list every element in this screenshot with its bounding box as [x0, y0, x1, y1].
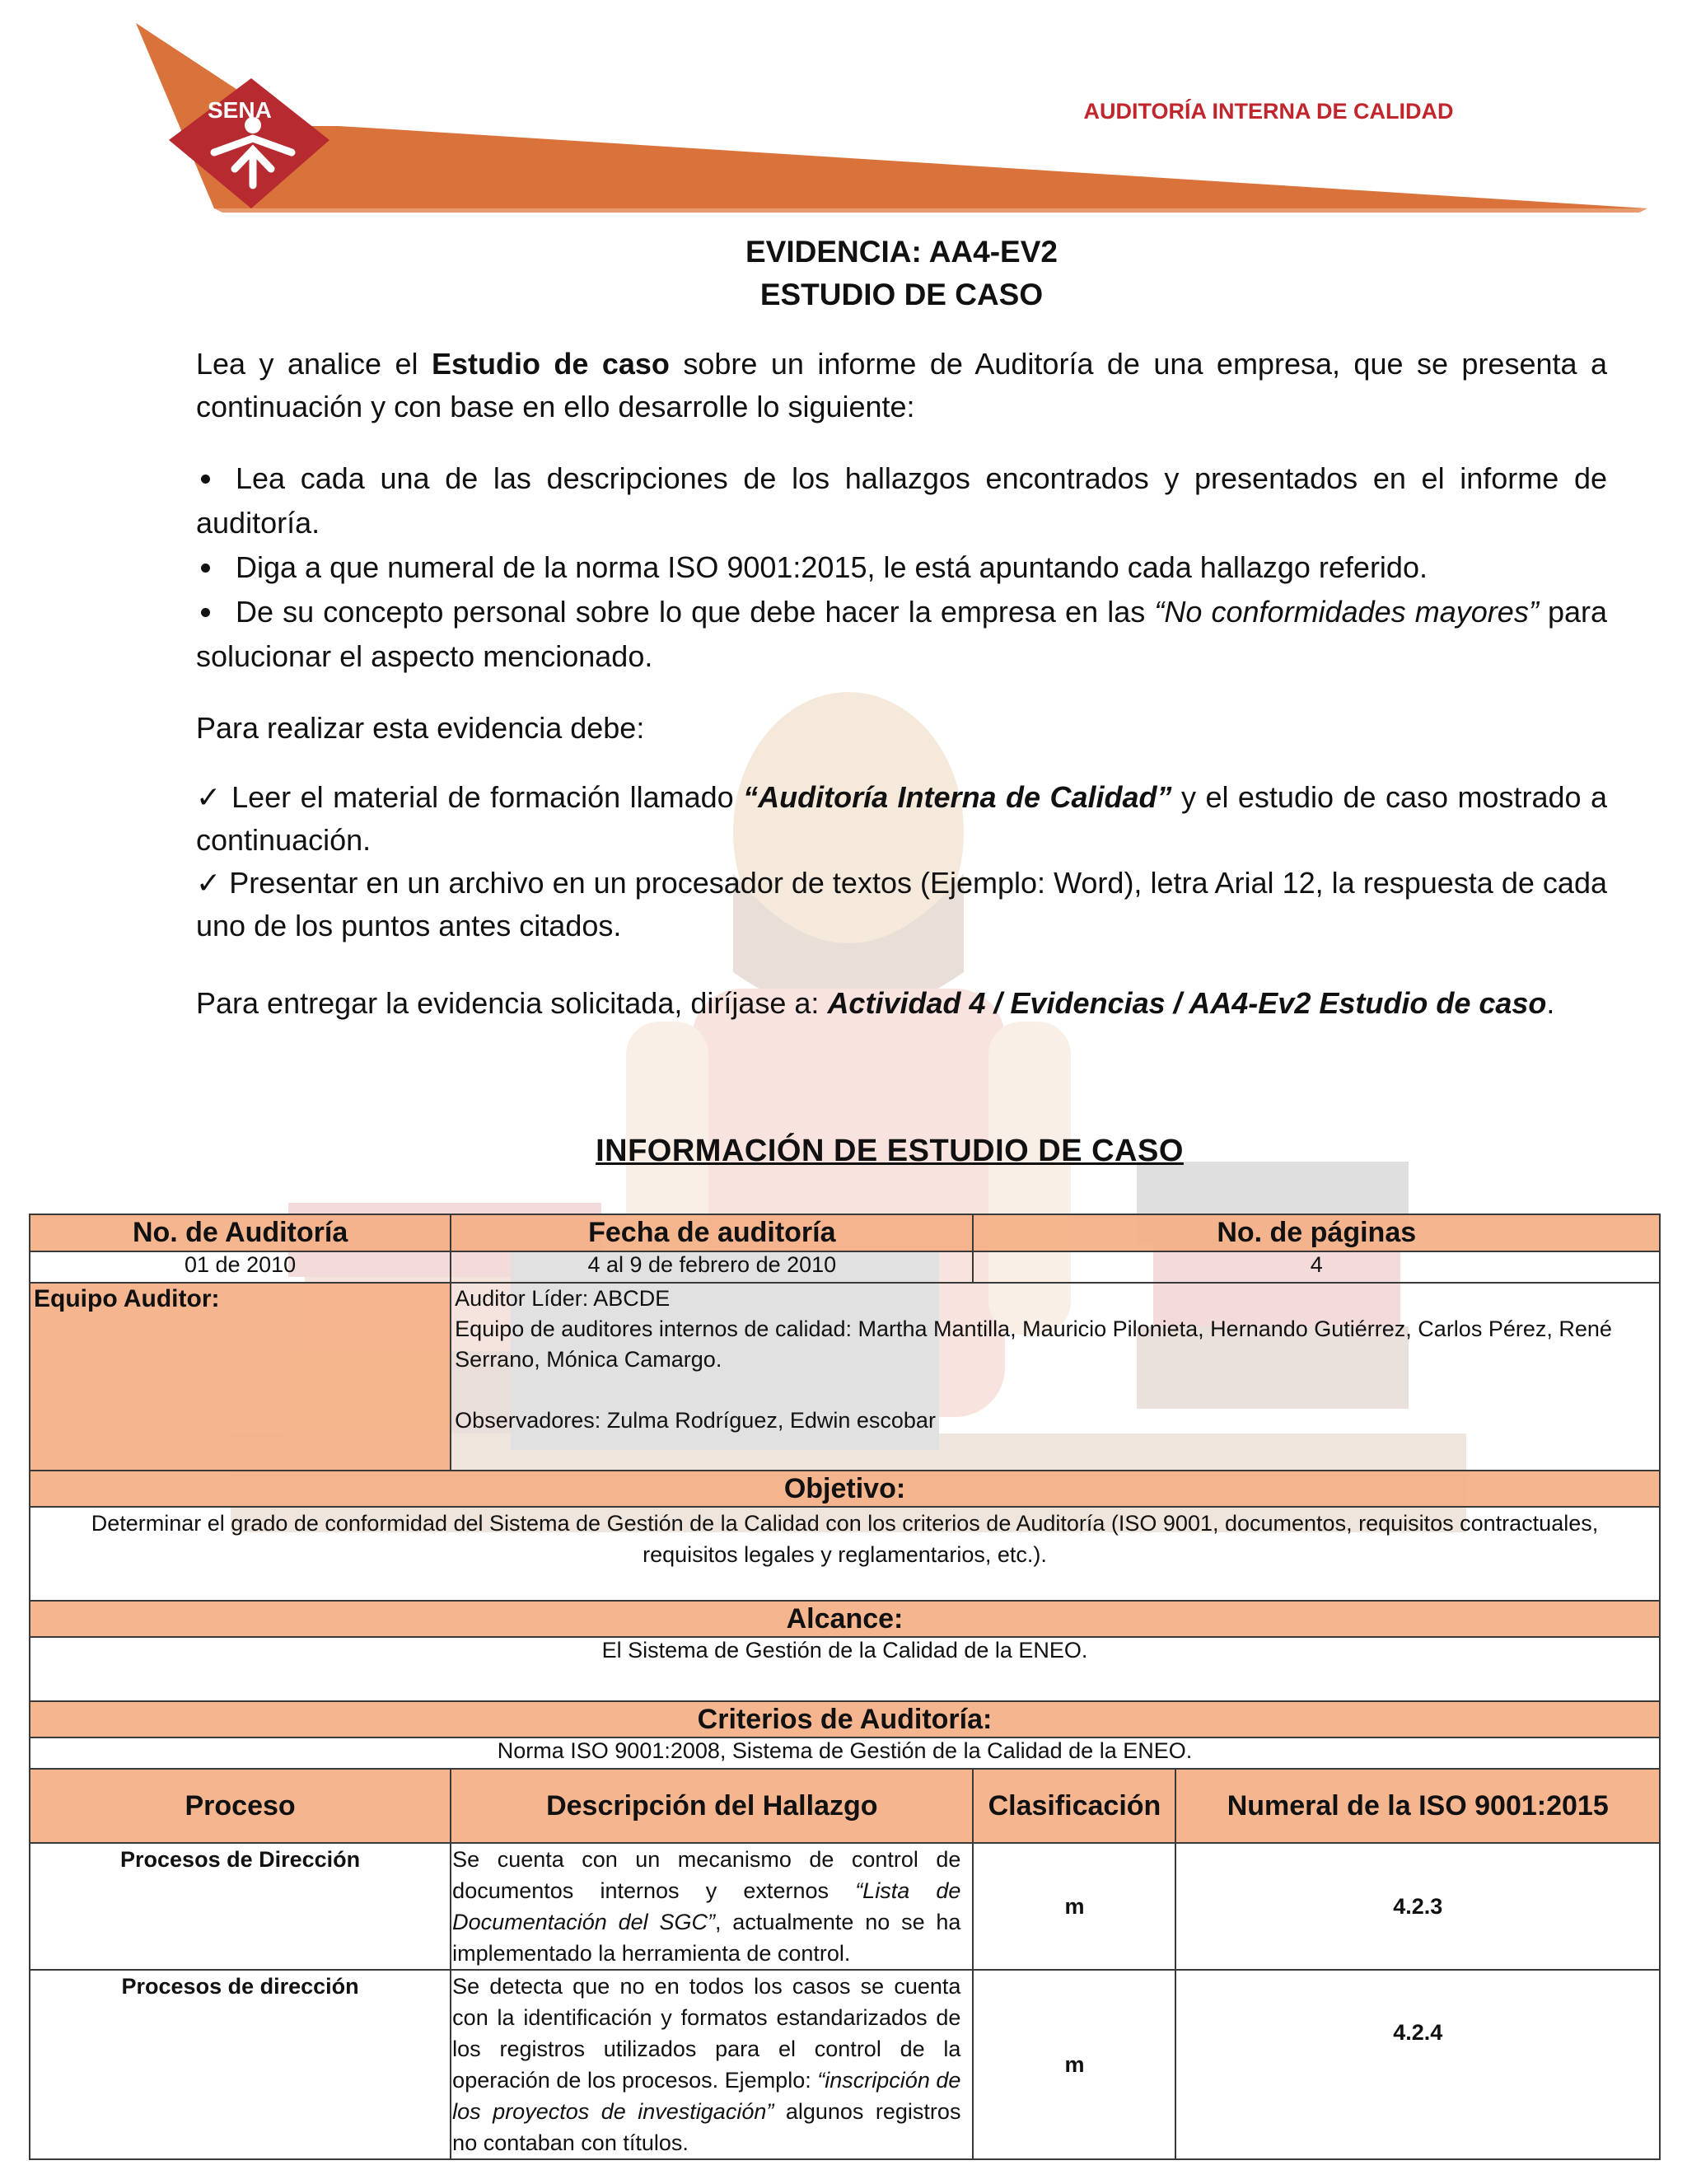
- task-3-post: para solucionar el aspecto mencionado.: [196, 595, 1607, 673]
- req-2: Presentar en un archivo en un procesador de textos (Ejemplo: Word), letra Arial 12, la respuesta de cada uno de los puntos antes citados.: [196, 866, 1607, 942]
- table-row: [30, 1769, 1660, 1843]
- banner-light-edge: [214, 208, 1647, 213]
- intro-bold: Estudio de caso: [431, 347, 670, 381]
- table-row: [30, 1251, 1660, 1283]
- audit-no-value: 01 de 2010: [30, 1251, 451, 1283]
- pages-value: 4: [973, 1251, 1660, 1283]
- list-item: [196, 862, 1607, 947]
- table-row: [30, 1637, 1660, 1701]
- table-row: [30, 1737, 1660, 1769]
- req-1-bold: “Auditoría Interna de Calidad”: [743, 780, 1172, 814]
- delivery-post: .: [1546, 986, 1555, 1020]
- document-header-title: AUDITORÍA INTERNA DE CALIDAD: [1083, 99, 1454, 124]
- criteria-text: Norma ISO 9001:2008, Sistema de Gestión de la Calidad de la ENEO.: [30, 1737, 1660, 1769]
- req-1-pre: Leer el material de formación llamado: [231, 780, 744, 814]
- list-item: [196, 776, 1607, 862]
- sena-logo-text: SENA: [208, 97, 272, 123]
- bullet-icon: [201, 475, 210, 484]
- finding-description: Se detecta que no en todos los casos se cuenta con la identificación y formatos estandarizados de los registros utilizados para el control de la operación de los procesos. Ejemplo: “inscripción de los proyectos de investigación” algunos registros no contaban con títulos.: [451, 1970, 973, 2159]
- list-item: [196, 456, 1607, 545]
- col-process-header: Proceso: [30, 1769, 451, 1843]
- check-icon: ✓: [196, 780, 222, 814]
- scope-label: Alcance:: [30, 1601, 1660, 1637]
- table-row: [30, 1843, 1660, 1970]
- team-internal: Equipo de auditores internos de calidad: Martha Mantilla, Mauricio Pilonieta, Hernando Gutiérrez, Carlos Pérez, René Serrano, Mónica Camargo.: [455, 1316, 1612, 1372]
- task-3-pre: De su concepto personal sobre lo que debe hacer la empresa en las: [236, 595, 1155, 629]
- team-details: [451, 1283, 1660, 1471]
- date-value: 4 al 9 de febrero de 2010: [451, 1251, 973, 1283]
- check-icon: ✓: [196, 866, 222, 900]
- list-item: [196, 545, 1607, 590]
- table-row: [30, 1701, 1660, 1737]
- evidence-name: ESTUDIO DE CASO: [759, 278, 1044, 311]
- intro-post: sobre un informe de Auditoría de una empresa, que se presenta a continuación y con base en ello desarrolle lo siguiente:: [196, 347, 1607, 423]
- pages-header: No. de páginas: [973, 1214, 1660, 1251]
- section-title: INFORMACIÓN DE ESTUDIO DE CASO: [596, 1134, 1184, 1168]
- scope-text: El Sistema de Gestión de la Calidad de la ENEO.: [30, 1637, 1660, 1701]
- col-numeral-header: Numeral de la ISO 9001:2015: [1175, 1769, 1660, 1843]
- case-study-table: [29, 1214, 1661, 2160]
- requirements-intro: Para realizar esta evidencia debe:: [196, 711, 645, 745]
- task-2: Diga a que numeral de la norma ISO 9001:2015, le está apuntando cada hallazgo referido.: [236, 550, 1428, 584]
- bullet-icon: [201, 608, 210, 617]
- bullet-icon: [201, 564, 210, 573]
- task-1: Lea cada una de las descripciones de los hallazgos encontrados y presentados en el informe de auditoría.: [196, 461, 1607, 540]
- criteria-label: Criterios de Auditoría:: [30, 1701, 1660, 1737]
- delivery-paragraph: [196, 982, 1607, 1025]
- task-3-italic: “No conformidades mayores”: [1154, 595, 1539, 629]
- objective-text: Determinar el grado de conformidad del Sistema de Gestión de la Calidad con los criterios de Auditoría (ISO 9001, documentos, requisitos contractuales, requisitos legales y reglamentarios, etc.).: [30, 1507, 1660, 1601]
- team-label: Equipo Auditor:: [30, 1283, 451, 1471]
- table-row: [30, 1283, 1660, 1471]
- col-description-header: Descripción del Hallazgo: [451, 1769, 973, 1843]
- objective-label: Objetivo:: [30, 1471, 1660, 1507]
- audit-no-header: No. de Auditoría: [30, 1214, 451, 1251]
- finding-process: Procesos de Dirección: [30, 1843, 451, 1970]
- table-row: [30, 1970, 1660, 2159]
- col-classification-header: Clasificación: [973, 1769, 1175, 1843]
- intro-paragraph: [196, 343, 1607, 428]
- evidence-code: EVIDENCIA: AA4-EV2: [745, 235, 1058, 269]
- table-row: [30, 1471, 1660, 1507]
- task-list: [196, 456, 1607, 679]
- team-lead: Auditor Líder: ABCDE: [455, 1286, 671, 1311]
- finding-numeral: 4.2.3: [1175, 1843, 1660, 1970]
- delivery-pre: Para entregar la evidencia solicitada, diríjase a:: [196, 986, 828, 1020]
- list-item: [196, 590, 1607, 679]
- date-header: Fecha de auditoría: [451, 1214, 973, 1251]
- intro-pre: Lea y analice el: [196, 347, 432, 381]
- table-row: [30, 1601, 1660, 1637]
- instructions-content: [196, 231, 1607, 1025]
- delivery-path: Actividad 4 / Evidencias / AA4-Ev2 Estudio de caso: [827, 986, 1547, 1020]
- requirements-list: [196, 776, 1607, 947]
- table-row: [30, 1507, 1660, 1601]
- finding-numeral: 4.2.4: [1175, 1970, 1660, 2159]
- req-1-post: y el estudio de caso mostrado a continuación.: [196, 780, 1607, 857]
- finding-classification: m: [973, 1843, 1175, 1970]
- finding-classification: m: [973, 1970, 1175, 2159]
- finding-process: Procesos de dirección: [30, 1970, 451, 2159]
- finding-description: Se cuenta con un mecanismo de control de documentos internos y externos “Lista de Documentación del SGC”, actualmente no se ha implementado la herramienta de control.: [451, 1843, 973, 1970]
- team-observers: Observadores: Zulma Rodríguez, Edwin escobar: [455, 1408, 936, 1433]
- table-row: [30, 1214, 1660, 1251]
